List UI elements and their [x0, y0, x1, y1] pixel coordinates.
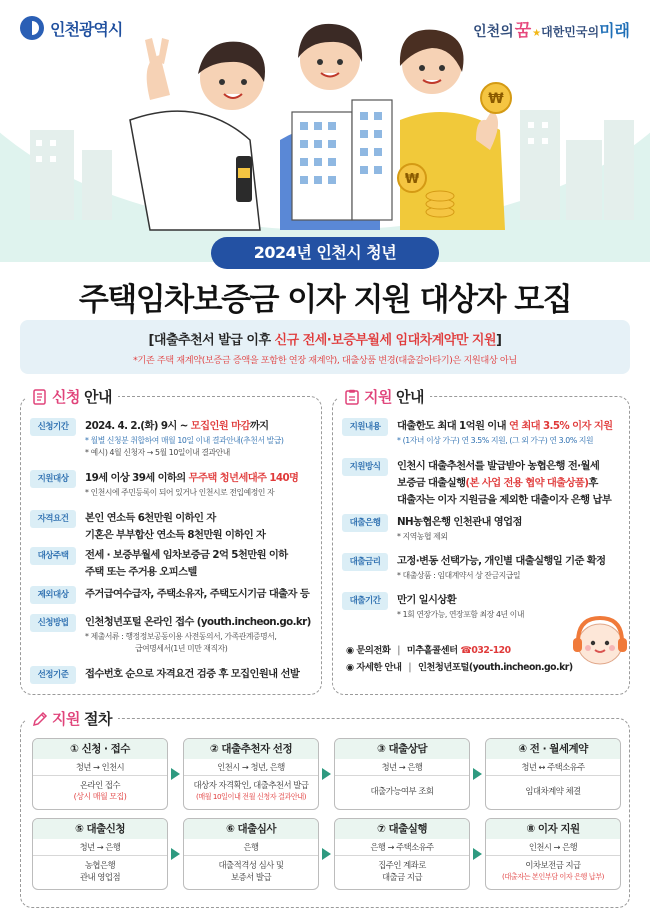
support-heading-red: 지원: [364, 388, 392, 406]
apply-row-target: [30, 470, 298, 499]
incheon-logo: [20, 16, 122, 40]
row-main: 인천시 대출추천서를 발급받아 농협은행 전·월세: [397, 460, 600, 472]
row-main: [85, 418, 284, 435]
notice-line1: [20, 329, 630, 348]
notice-highlight: 신규 전세·보증부월세 임대차계약만 지원: [274, 333, 497, 348]
arrow-icon: [322, 768, 331, 780]
row-sub: * 예시) 4월 신청자 → 5월 10일이내 결과안내: [85, 448, 230, 457]
notice-box: [20, 320, 630, 374]
row-tag: 신청방법: [30, 614, 76, 632]
apply-row-qualification: [30, 510, 265, 544]
step-title: ② 대출추천자 선정: [184, 739, 318, 759]
row-main-suffix: 후: [588, 477, 598, 489]
apply-row-criteria: [30, 666, 299, 684]
step-sub: 청년 → 은행: [335, 759, 469, 776]
phone-number[interactable]: ☎032-120: [460, 645, 511, 656]
contact-label: 문의전화: [356, 645, 391, 656]
title-pill: 2024년 인천시 청년: [211, 237, 439, 269]
step-sub: 인천시 → 은행: [486, 839, 620, 856]
row-tag: 지원대상: [30, 470, 76, 488]
row-sub: * 대출상품 : 임대계약서 상 잔금지급일: [397, 571, 521, 580]
apply-row-period: [30, 418, 284, 459]
divider: |: [397, 645, 400, 656]
step-desc: [486, 856, 620, 883]
step-title: ⑦ 대출실행: [335, 819, 469, 839]
arrow-icon: [171, 768, 180, 780]
row-main-red: 모집인원 마감: [190, 420, 250, 432]
arrow-icon: [322, 848, 331, 860]
row-main-prefix: 보증금 대출실행: [397, 477, 466, 489]
step-title: ⑧ 이자 지원: [486, 819, 620, 839]
row-tag: 자격요건: [30, 510, 76, 528]
step-desc: [184, 776, 318, 803]
step-desc-text: 대출가능여부 조회: [370, 786, 434, 796]
notice-suffix: ]: [496, 333, 502, 348]
apply-row-housing: [30, 547, 288, 581]
row-main: 기혼은 부부합산 연소득 8천만원 이하인 자: [85, 529, 266, 541]
contact-phone: [346, 642, 511, 656]
process-heading-rest: 절차: [83, 710, 112, 728]
row-main: 인천청년포털 온라인 접수 (youth.incheon.go.kr): [85, 616, 311, 628]
process-step-8: [485, 818, 621, 890]
row-main: 주거급여수급자, 주택소유자, 주택도시기금 대출자 등: [85, 588, 310, 600]
star-icon: ★: [532, 28, 542, 39]
row-main: 전세 · 보증부월세 임차보증금 2억 5천만원 이하: [85, 549, 288, 561]
step-desc-text: 온라인 접수: [79, 780, 121, 790]
document-icon: [32, 389, 48, 405]
arrow-icon: [473, 848, 482, 860]
bullet-icon: ◉: [346, 662, 354, 673]
step-desc: [33, 776, 167, 803]
step-sub: 청년 → 은행: [33, 839, 167, 856]
row-main: [397, 418, 613, 435]
clipboard-icon: [344, 389, 360, 405]
divider: |: [408, 662, 412, 673]
support-row-content: [342, 418, 613, 447]
row-main: NH농협은행 인천관내 영업점: [397, 516, 522, 528]
step-desc-red: (매월 10일이내 전월 신청자 결과안내): [195, 792, 307, 801]
apply-row-method: [30, 614, 311, 655]
support-info-heading: [338, 386, 430, 407]
row-sub: * 1회 연장가능, 연장포함 최장 4년 이내: [397, 610, 525, 619]
row-tag: 대출기간: [342, 592, 388, 610]
row-main: [85, 470, 298, 487]
step-title: ① 신청 · 접수: [33, 739, 167, 759]
step-desc-text: 임대차계약 체결: [525, 786, 581, 796]
row-sub: * 제출서류 : 행정정보공동이용 사전동의서, 가족관계증명서,: [85, 632, 277, 641]
row-tag: 지원방식: [342, 458, 388, 476]
row-sub: * 월별 신청분 취합하여 매월 10일 이내 결과안내(추천서 발급): [85, 436, 284, 445]
arrow-icon: [171, 848, 180, 860]
process-step-5: [32, 818, 168, 890]
row-tag: 지원내용: [342, 418, 388, 436]
row-main: 주택 또는 주거용 오피스텔: [85, 566, 197, 578]
step-desc-text: 이차보전금 지급: [525, 860, 581, 870]
row-main: 접수번호 순으로 자격요건 검증 후 모집인원내 선발: [85, 668, 300, 680]
slogan-middle: 대한민국의: [541, 25, 600, 39]
process-step-6: [183, 818, 319, 890]
support-heading-rest: 안내: [395, 388, 424, 406]
row-main: 본인 연소득 6천만원 이하인 자: [85, 512, 216, 524]
step-title: ⑤ 대출신청: [33, 819, 167, 839]
row-main-suffix: 까지: [249, 420, 269, 432]
row-main-red: (본 사업 전용 협약 대출상품): [465, 477, 589, 489]
step-desc-red: (상시 매월 모집): [73, 792, 127, 801]
process-step-3: [334, 738, 470, 810]
support-row-bank: [342, 514, 522, 543]
row-sub: 급여명세서(1년 미만 재직자): [135, 644, 228, 653]
support-row-method: [342, 458, 611, 509]
svg-text:₩: ₩: [404, 172, 420, 187]
step-desc-text: 대상자 자격확인, 대출추천서 발급: [193, 780, 309, 790]
process-step-7: [334, 818, 470, 890]
step-title: ④ 전 · 월세계약: [486, 739, 620, 759]
row-main: 만기 일시상환: [397, 594, 457, 606]
step-sub: 청년 → 인천시: [33, 759, 167, 776]
process-step-2: [183, 738, 319, 810]
step-desc-red: (대출자는 본인부담 이자 은행 납부): [502, 872, 604, 881]
row-main-prefix: 대출한도 최대 1억원 이내: [397, 420, 509, 432]
notice-line2: *기존 주택 재계약(보증금 증액을 포함한 연장 재계약), 대출상품 변경(대출갈아타기)은 지원대상 아님: [133, 355, 517, 366]
support-row-rate: [342, 553, 605, 582]
row-main: 대출자는 이자 지원금을 제외한 대출이자 은행 납부: [397, 494, 612, 506]
row-main-red: 연 최대 3.5% 이자 지원: [508, 420, 613, 432]
row-tag: 대출금리: [342, 553, 388, 571]
support-row-period: [342, 592, 524, 621]
step-sub: 인천시 → 청년, 은행: [184, 759, 318, 776]
row-main-prefix: 2024. 4. 2.(화) 9시 ~: [85, 420, 191, 432]
contact-label: 자세한 안내: [356, 662, 402, 673]
page-title: 주택임차보증금 이자 지원 대상자 모집: [78, 282, 572, 318]
pencil-icon: [32, 711, 48, 727]
contact-value: 미추홀콜센터: [406, 645, 461, 656]
step-desc: 집주인 계좌로 대출금 지급: [378, 860, 426, 882]
mascot-icon: [570, 614, 630, 668]
row-main-prefix: 19세 이상 39세 이하의: [85, 472, 189, 484]
process-step-4: [485, 738, 621, 810]
apply-row-exclusion: [30, 586, 309, 604]
process-heading-red: 지원: [52, 710, 80, 728]
hero-illustration: [0, 0, 650, 262]
apply-heading-red: 신청: [52, 388, 80, 406]
logo-text: 인천광역시: [50, 19, 123, 39]
process-step-1: [32, 738, 168, 810]
svg-text:₩: ₩: [488, 91, 504, 107]
step-desc: 대출적격성 심사 및 보증서 발급: [218, 860, 284, 882]
arrow-icon: [473, 768, 482, 780]
step-sub: 은행 → 주택소유주: [335, 839, 469, 856]
process-heading: [26, 708, 118, 729]
slogan-suffix: 미래: [599, 21, 630, 40]
step-sub: 청년 ↔ 주택소유주: [486, 759, 620, 776]
apply-info-heading: [26, 386, 118, 407]
row-tag: 선정기준: [30, 666, 76, 684]
row-sub: * (1자녀 이상 가구) 연 3.5% 지원, (그 외 가구) 연 3.0% 지원: [397, 436, 594, 445]
row-main: [397, 475, 611, 492]
bullet-icon: ◉: [346, 645, 354, 656]
step-title: ⑥ 대출심사: [184, 819, 318, 839]
row-tag: 대출은행: [342, 514, 388, 532]
row-tag: 신청기간: [30, 418, 76, 436]
slogan: [473, 16, 630, 41]
notice-prefix: [대출추천서 발급 이후: [148, 333, 275, 348]
step-desc: [335, 776, 469, 797]
row-sub: * 인천시에 주민등록이 되어 있거나 인천시로 전입예정인 자: [85, 488, 275, 497]
contact-portal: [346, 659, 573, 673]
step-sub: 은행: [184, 839, 318, 856]
step-title: ③ 대출상담: [335, 739, 469, 759]
portal-link[interactable]: 인천청년포털(youth.incheon.go.kr): [417, 662, 573, 673]
step-desc: [486, 776, 620, 797]
apply-heading-rest: 안내: [83, 388, 112, 406]
slogan-prefix: 인천의: [473, 24, 514, 40]
row-main-red: 무주택 청년세대주 140명: [188, 472, 299, 484]
step-desc: 농협은행 관내 영업점: [79, 860, 121, 882]
row-sub: * 지역농협 제외: [397, 532, 448, 541]
slogan-kkum: 꿈: [514, 21, 532, 41]
row-tag: 대상주택: [30, 547, 76, 565]
row-tag: 제외대상: [30, 586, 76, 604]
row-main: 고정·변동 선택가능, 개인별 대출실행일 기준 확정: [397, 555, 606, 567]
incheon-logo-icon: [20, 16, 44, 40]
